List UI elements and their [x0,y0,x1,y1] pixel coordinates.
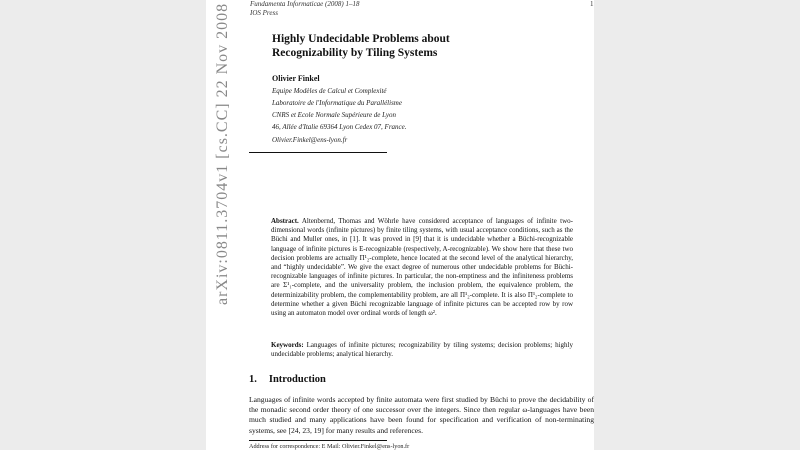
journal-line: Fundamenta Informaticae (2008) 1–18 [250,0,360,8]
keywords [271,341,573,359]
title-line-2: Recognizability by Tiling Systems [272,47,438,59]
page-number: 1 [590,0,594,8]
affiliation-line: 46, Allée d'Italie 69364 Lyon Cedex 07, France. [272,123,407,131]
keywords-label: Keywords: [271,341,304,349]
affiliation-line: Equipe Modèles de Calcul et Complexité [272,87,387,95]
abstract [271,217,573,318]
header-rule [249,152,387,153]
footnote: Address for correspondence: E Mail: Olivier.Finkel@ens-lyon.fr [249,443,410,450]
affiliation-line: CNRS et Ecole Normale Supérieure de Lyon [272,111,396,119]
paper-title [272,32,572,60]
section-number: 1. [249,374,257,385]
affiliation-line: Laboratoire de l'Informatique du Parallélisme [272,99,402,107]
abstract-text: Altenbernd, Thomas and Wöhrle have considered acceptance of languages of infinite two-dimensional words (infinite pictures) by finite tiling systems, with usual acceptance conditions, such as the Büchi and Muller ones, in [1]. It was proved in [9] that it is undecidable whether a Büchi-recognizable language of infinite pictures is E-recognizable (respectively, A-recognizable). We show here that these two decision problems are actually Π¹₂-complete, hence located at the second level of the analytical hierarchy, and “highly undecidable”. We give the exact degree of numerous other undecidable problems for Büchi-recognizable languages of infinite pictures. In particular, the non-emptiness and the infiniteness problems are Σ¹₁-complete, and the universality problem, the inclusion problem, the equivalence problem, the determinizability problem, the complementability problem, are all Π¹₂-complete. It is also Π¹₂-complete to determine whether a given Büchi recognizable language of infinite pictures can be accepted row by row using an automaton model over ordinal words of length ω². [271,217,573,318]
section-heading [249,374,326,385]
intro-paragraph: Languages of infinite words accepted by finite automata were first studied by Büchi to prove the decidability of the monadic second order theory of one successor over the integers. Since then regular ω-languages have been much studied and many applications have been found for specification and verification of non-terminating systems, see [24, 23, 19] for many results and references. [249,395,594,435]
footnote-rule [249,440,387,441]
title-line-1: Highly Undecidable Problems about [272,33,450,45]
publisher-line: IOS Press [250,9,278,17]
author-name: Olivier Finkel [272,74,320,83]
abstract-label: Abstract. [271,217,299,225]
arxiv-stamp: arXiv:0811.3704v1 [cs.CC] 22 Nov 2008 [214,2,231,305]
section-title: Introduction [268,374,326,385]
keywords-text: Languages of infinite pictures; recognizability by tiling systems; decision problems; highly undecidable problems; analytical hierarchy. [271,341,574,359]
author-email: Olivier.Finkel@ens-lyon.fr [272,136,348,144]
